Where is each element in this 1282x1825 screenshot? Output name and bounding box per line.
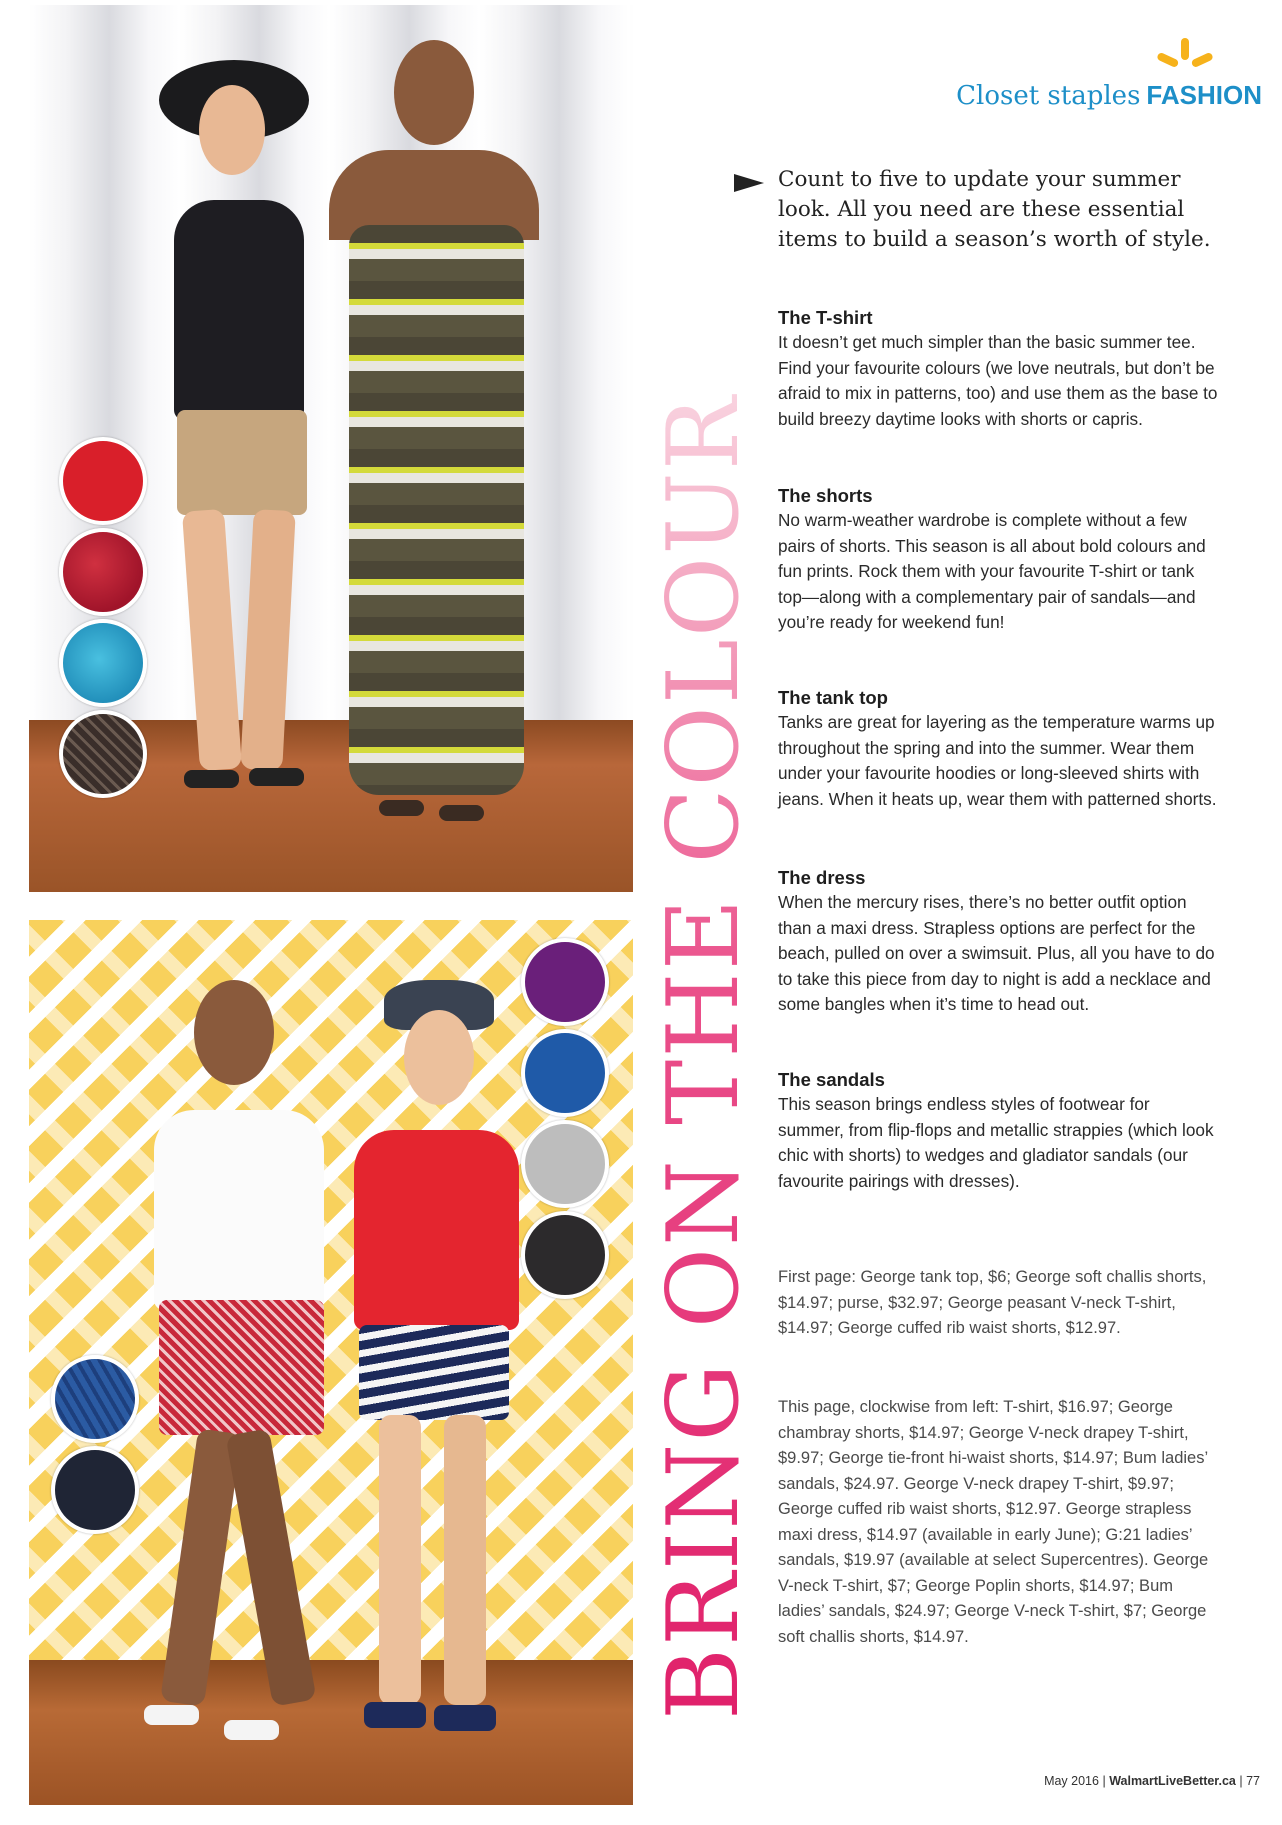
model-left-figure (124, 950, 364, 1770)
leg (225, 1428, 316, 1706)
leg (444, 1415, 486, 1705)
item-body: This season brings endless styles of footwear for summer, from flip-flops and metallic strappies (which look chic with shorts) to wedges and gladiator sandals (our favourite pairings with dresses). (778, 1094, 1214, 1191)
item-title: The dress (778, 867, 866, 888)
item-tank-top (778, 685, 1218, 812)
color-swatch-red (59, 437, 147, 525)
leg (240, 509, 296, 771)
item-title: The tank top (778, 687, 888, 708)
model-right-figure (329, 980, 539, 1780)
credits-this-page: This page, clockwise from left: T-shirt, $16.97; George chambray shorts, $14.97; George V-neck drapey T-shirt, $9.97; George tie-front hi-waist shorts, $14.97; Bum ladies’ sandals, $24.97. George V-neck drapey T-shirt, $9.97; George cuffed rib waist shorts, $12.97. George strapless maxi dress, $14.97 (available in early June); G:21 ladies’ sandals, $19.97 (available at select Supercentres). George V-neck T-shirt, $7; George Poplin shorts, $14.97; Bum ladies’ sandals, $24.97; George V-neck T-shirt, $7; George soft challis shorts, $14.97. (778, 1398, 1209, 1646)
boat-shoe (364, 1702, 426, 1728)
footer-site: WalmartLiveBetter.ca (1109, 1774, 1236, 1788)
item-body: It doesn’t get much simpler than the basic summer tee. Find your favourite colours (we love neutrals, but don’t be afraid to mix in patterns, too) and use them as the base to build breezy daytime looks with shorts or capris. (778, 332, 1218, 429)
color-swatch-navy (51, 1446, 139, 1534)
color-swatch-blue-print (51, 1355, 139, 1443)
item-body: Tanks are great for layering as the temperature warms up throughout the spring and into the summer. Wear them under your favourite hoodies or long-sleeved shirts with jeans. When it heats up, wear them with patterned shorts. (778, 712, 1217, 809)
item-tshirt (778, 305, 1218, 432)
red-tshirt (354, 1130, 519, 1330)
leg (182, 509, 242, 771)
section-header (956, 80, 1262, 111)
red-print-shorts (159, 1300, 324, 1435)
item-title: The T-shirt (778, 307, 873, 328)
sandal (379, 800, 424, 816)
article-text-column (778, 165, 1218, 1646)
leg (160, 1428, 242, 1706)
khaki-shorts (177, 410, 307, 515)
color-swatch-teal-print (59, 619, 147, 707)
item-title: The shorts (778, 485, 873, 506)
intro-text: Count to five to update your summer look. All you need are these essential items to build a season’s worth of style. (778, 167, 1211, 252)
color-swatch-blue (521, 1029, 609, 1117)
sandal (184, 770, 239, 788)
model-head (394, 40, 474, 145)
page-number: 77 (1246, 1774, 1260, 1788)
footer-divider: | (1102, 1774, 1110, 1788)
sandal (439, 805, 484, 821)
maxi-dress (349, 225, 524, 795)
item-body: No warm-weather wardrobe is complete without a few pairs of shorts. This season is all about bold colours and fun prints. Rock them with your favourite T-shirt or tank top—along with a complementary pair of sandals—and you’re ready for weekend fun! (778, 510, 1206, 632)
photo-top-models (29, 5, 633, 892)
white-tshirt (154, 1110, 324, 1310)
item-body: When the mercury rises, there’s no better outfit option than a maxi dress. Strapless options are perfect for the beach, pulled on over a swimsuit. Plus, all you have to do to take this piece from day to night is add a necklace and some bangles when it’s time to head out. (778, 892, 1215, 1014)
section-tag: FASHION (1146, 80, 1262, 110)
model-head (404, 1010, 474, 1105)
intro-paragraph (778, 165, 1218, 255)
section-label: Closet staples (956, 81, 1141, 111)
color-swatch-purple (521, 938, 609, 1026)
model-head (199, 85, 265, 175)
color-swatch-red-print (59, 528, 147, 616)
model-left-figure (129, 50, 329, 850)
sandal (144, 1705, 199, 1725)
boat-shoe (434, 1705, 496, 1731)
photo-bottom-models (29, 920, 633, 1805)
page-footer (1044, 1774, 1260, 1788)
arrow-marker-icon (734, 174, 764, 192)
color-swatch-grey (521, 1120, 609, 1208)
footer-date: May 2016 (1044, 1774, 1099, 1788)
credits-first-page: First page: George tank top, $6; George soft challis shorts, $14.97; purse, $32.97; George peasant V-neck T-shirt, $14.97; George cuffed rib waist shorts, $12.97. (778, 1268, 1207, 1337)
item-title: The sandals (778, 1069, 885, 1090)
sandal (249, 768, 304, 786)
black-tshirt (174, 200, 304, 420)
item-dress (778, 865, 1218, 1018)
footer-divider: | (1239, 1774, 1247, 1788)
color-swatch-brown-print (59, 710, 147, 798)
item-sandals (778, 1067, 1218, 1194)
sandal (224, 1720, 279, 1740)
striped-shorts (359, 1325, 509, 1420)
vertical-headline: BRING ON THE COLOUR (647, 394, 761, 1720)
color-swatch-black (521, 1211, 609, 1299)
leg (379, 1415, 421, 1705)
model-right-figure (319, 40, 559, 860)
item-shorts (778, 483, 1218, 636)
model-head (194, 980, 274, 1085)
